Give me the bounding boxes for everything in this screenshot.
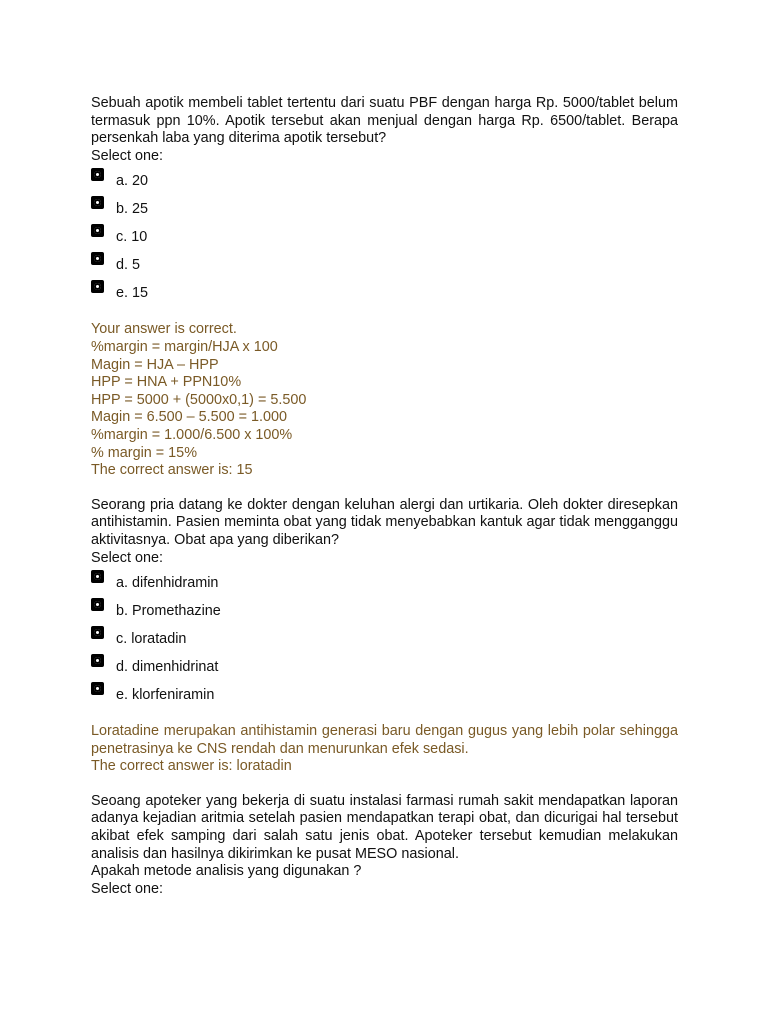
option-label: a. difenhidramin [116, 575, 219, 592]
feedback-line: Magin = HJA – HPP [91, 356, 219, 373]
option-label: b. Promethazine [116, 603, 221, 620]
option-label: d. 5 [116, 257, 141, 274]
radio-icon[interactable] [91, 280, 104, 293]
question-2-feedback [91, 723, 678, 776]
question-1-feedback [91, 321, 678, 479]
question-1 [91, 95, 678, 480]
feedback-line: Magin = 6.500 – 5.500 = 1.000 [91, 409, 288, 426]
radio-icon[interactable] [91, 252, 104, 265]
question-2-option-d[interactable] [91, 651, 678, 679]
feedback-explanation: Loratadine merupakan antihistamin generasi baru dengan gugus yang lebih polar sehingga penetrasinya ke CNS rendah dan menurunkan efek sedasi. [91, 723, 678, 757]
question-1-text: Sebuah apotik membeli tablet tertentu dari suatu PBF dengan harga Rp. 5000/tablet belum termasuk ppn 10%. Apotik tersebut akan menjual dengan harga Rp. 6500/tablet. Berapa persenkah laba yang diterima apotik tersebut? [91, 95, 678, 147]
feedback-line: %margin = 1.000/6.500 x 100% [91, 426, 293, 443]
radio-icon[interactable] [91, 598, 104, 611]
correct-answer: The correct answer is: loratadin [91, 758, 292, 775]
radio-icon[interactable] [91, 196, 104, 209]
feedback-line: %margin = margin/HJA x 100 [91, 338, 278, 355]
question-2-option-c[interactable] [91, 623, 678, 651]
option-label: e. klorfeniramin [116, 687, 215, 704]
question-1-option-e[interactable] [91, 277, 678, 305]
quiz-page [91, 95, 678, 898]
question-2 [91, 497, 678, 776]
question-1-option-d[interactable] [91, 249, 678, 277]
question-2-option-b[interactable] [91, 595, 678, 623]
option-label: c. 10 [116, 229, 148, 246]
feedback-line: Your answer is correct. [91, 321, 237, 338]
question-1-option-b[interactable] [91, 193, 678, 221]
question-1-option-a[interactable] [91, 165, 678, 193]
question-1-option-c[interactable] [91, 221, 678, 249]
question-3 [91, 793, 678, 899]
question-2-option-e[interactable] [91, 679, 678, 707]
option-label: a. 20 [116, 173, 149, 190]
radio-icon[interactable] [91, 168, 104, 181]
option-label: b. 25 [116, 201, 149, 218]
question-1-options [91, 165, 678, 305]
feedback-line: HPP = HNA + PPN10% [91, 374, 242, 391]
question-3-select-label: Select one: [91, 880, 164, 897]
option-label: d. dimenhidrinat [116, 659, 219, 676]
radio-icon[interactable] [91, 654, 104, 667]
question-3-text: Seoang apoteker yang bekerja di suatu instalasi farmasi rumah sakit mendapatkan laporan adanya kejadian aritmia setelah pasien mendapatkan terapi obat, dan dicurigai hal tersebut akibat efek samping dari salah satu jenis obat. Apoteker tersebut kemudian melakukan analisis dan hasilnya dikirimkan ke pusat MESO nasional. [91, 792, 678, 862]
option-label: c. loratadin [116, 631, 187, 648]
question-2-text: Seorang pria datang ke dokter dengan keluhan alergi dan urtikaria. Oleh dokter diresepkan antihistamin. Pasien meminta obat yang tidak menyebabkan kantuk agar tidak mengganggu aktivitasnya. Obat apa yang diberikan? [91, 496, 678, 548]
question-3-question: Apakah metode analisis yang digunakan ? [91, 863, 362, 880]
question-2-select-label: Select one: [91, 549, 164, 566]
radio-icon[interactable] [91, 224, 104, 237]
radio-icon[interactable] [91, 682, 104, 695]
correct-answer: The correct answer is: 15 [91, 462, 253, 479]
question-2-option-a[interactable] [91, 567, 678, 595]
feedback-line: % margin = 15% [91, 444, 197, 461]
radio-icon[interactable] [91, 570, 104, 583]
option-label: e. 15 [116, 285, 149, 302]
radio-icon[interactable] [91, 626, 104, 639]
feedback-line: HPP = 5000 + (5000x0,1) = 5.500 [91, 391, 307, 408]
question-2-options [91, 567, 678, 707]
question-1-select-label: Select one: [91, 147, 164, 164]
